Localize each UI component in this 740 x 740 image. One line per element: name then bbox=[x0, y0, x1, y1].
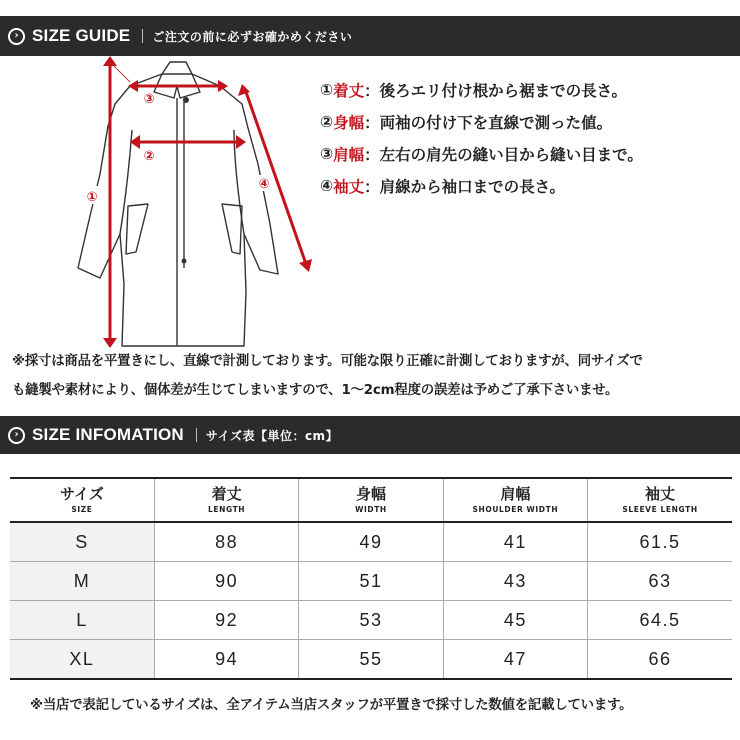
header-label-ja: サイズ bbox=[60, 484, 104, 503]
cell-sleeve-length: 61.5 bbox=[588, 522, 732, 562]
legend-description: ：後ろエリ付け根から裾までの長さ。 bbox=[364, 82, 628, 100]
table-row bbox=[10, 522, 732, 562]
header-shoulder-width bbox=[443, 478, 587, 522]
legend-description: ：両袖の付け下を直線で測った値。 bbox=[364, 114, 613, 132]
coat-measurement-diagram bbox=[70, 56, 330, 350]
table-header-row bbox=[10, 478, 732, 522]
legend-item-shoulder bbox=[320, 138, 643, 170]
sleeve-arrow bbox=[246, 92, 306, 264]
size-guide-subtitle: ご注文の前に必ずお確かめください bbox=[152, 29, 353, 44]
table-row bbox=[10, 601, 732, 640]
size-info-subtitle: サイズ表【単位：cm】 bbox=[205, 428, 339, 443]
chevron-right-circle-icon: › bbox=[8, 28, 25, 45]
header-label-ja: 袖丈 bbox=[645, 484, 676, 503]
cell-shoulder-width: 45 bbox=[443, 601, 587, 640]
cell-shoulder-width: 47 bbox=[443, 640, 587, 680]
legend-number: ① bbox=[320, 81, 334, 99]
header-label-ja: 着丈 bbox=[211, 484, 242, 503]
header-label-en: LENGTH bbox=[207, 504, 246, 514]
header-size bbox=[10, 478, 154, 522]
cell-length: 94 bbox=[154, 640, 298, 680]
cell-size: XL bbox=[10, 640, 154, 680]
footer-note: ※当店で表記しているサイズは、全アイテム当店スタッフが平置きで採寸した数値を記載しています。 bbox=[30, 698, 633, 713]
size-guide-header bbox=[0, 16, 740, 56]
coat-outline bbox=[78, 62, 278, 346]
legend-item-length bbox=[320, 74, 643, 106]
cell-sleeve-length: 63 bbox=[588, 562, 732, 601]
cell-size: M bbox=[10, 562, 154, 601]
header-label-en: WIDTH bbox=[355, 504, 387, 514]
cell-width: 53 bbox=[299, 601, 443, 640]
legend-item-sleeve bbox=[320, 170, 643, 202]
header-label-en: SLEEVE LENGTH bbox=[622, 504, 698, 514]
cell-shoulder-width: 41 bbox=[443, 522, 587, 562]
size-info-title: SIZE INFOMATION bbox=[32, 425, 184, 444]
marker-sleeve: ④ bbox=[258, 177, 270, 192]
legend-number: ④ bbox=[320, 177, 334, 195]
legend-number: ③ bbox=[320, 145, 334, 163]
header-divider bbox=[142, 29, 143, 43]
legend-number: ② bbox=[320, 113, 334, 131]
cell-width: 55 bbox=[299, 640, 443, 680]
coat-button bbox=[183, 97, 189, 103]
cell-sleeve-length: 66 bbox=[588, 640, 732, 680]
legend-term: 袖丈 bbox=[333, 178, 365, 196]
legend-term: 着丈 bbox=[333, 82, 365, 100]
header-label-en: SIZE bbox=[71, 504, 93, 514]
marker-length: ① bbox=[86, 190, 98, 205]
size-table bbox=[10, 477, 732, 680]
cell-length: 92 bbox=[154, 601, 298, 640]
measuring-note-line1: ※採寸は商品を平置きにし、直線で計測しております。可能な限り正確に計測しておりますが、同サイズで bbox=[12, 354, 643, 369]
table-row bbox=[10, 562, 732, 601]
header-divider bbox=[196, 428, 197, 442]
cell-length: 90 bbox=[154, 562, 298, 601]
marker-shoulder: ③ bbox=[143, 92, 155, 107]
header-label-en: SHOULDER WIDTH bbox=[472, 504, 559, 514]
cell-sleeve-length: 64.5 bbox=[588, 601, 732, 640]
header-label-ja: 身幅 bbox=[355, 484, 386, 503]
cell-size: S bbox=[10, 522, 154, 562]
legend-description: ：肩線から袖口までの長さ。 bbox=[364, 178, 566, 196]
size-guide-title: SIZE GUIDE bbox=[32, 26, 131, 45]
cell-shoulder-width: 43 bbox=[443, 562, 587, 601]
measurement-legend bbox=[320, 74, 643, 202]
measurement-arrows bbox=[103, 56, 312, 348]
cell-width: 51 bbox=[299, 562, 443, 601]
legend-term: 肩幅 bbox=[333, 146, 365, 164]
marker-width: ② bbox=[143, 149, 155, 164]
header-sleeve-length bbox=[588, 478, 732, 522]
table-row bbox=[10, 640, 732, 680]
coat-button bbox=[182, 259, 187, 264]
chevron-right-circle-icon: › bbox=[8, 427, 25, 444]
header-width bbox=[299, 478, 443, 522]
header-label-ja: 肩幅 bbox=[500, 484, 531, 503]
cell-size: L bbox=[10, 601, 154, 640]
cell-length: 88 bbox=[154, 522, 298, 562]
header-length bbox=[154, 478, 298, 522]
legend-term: 身幅 bbox=[333, 114, 365, 132]
cell-width: 49 bbox=[299, 522, 443, 562]
legend-item-width bbox=[320, 106, 643, 138]
legend-description: ：左右の肩先の縫い目から縫い目まで。 bbox=[364, 146, 643, 164]
measuring-note-line2: も縫製や素材により、個体差が生じてしまいますので、1〜2cm程度の誤差は予めご了承下さいませ。 bbox=[12, 383, 619, 398]
size-info-header bbox=[0, 416, 740, 454]
